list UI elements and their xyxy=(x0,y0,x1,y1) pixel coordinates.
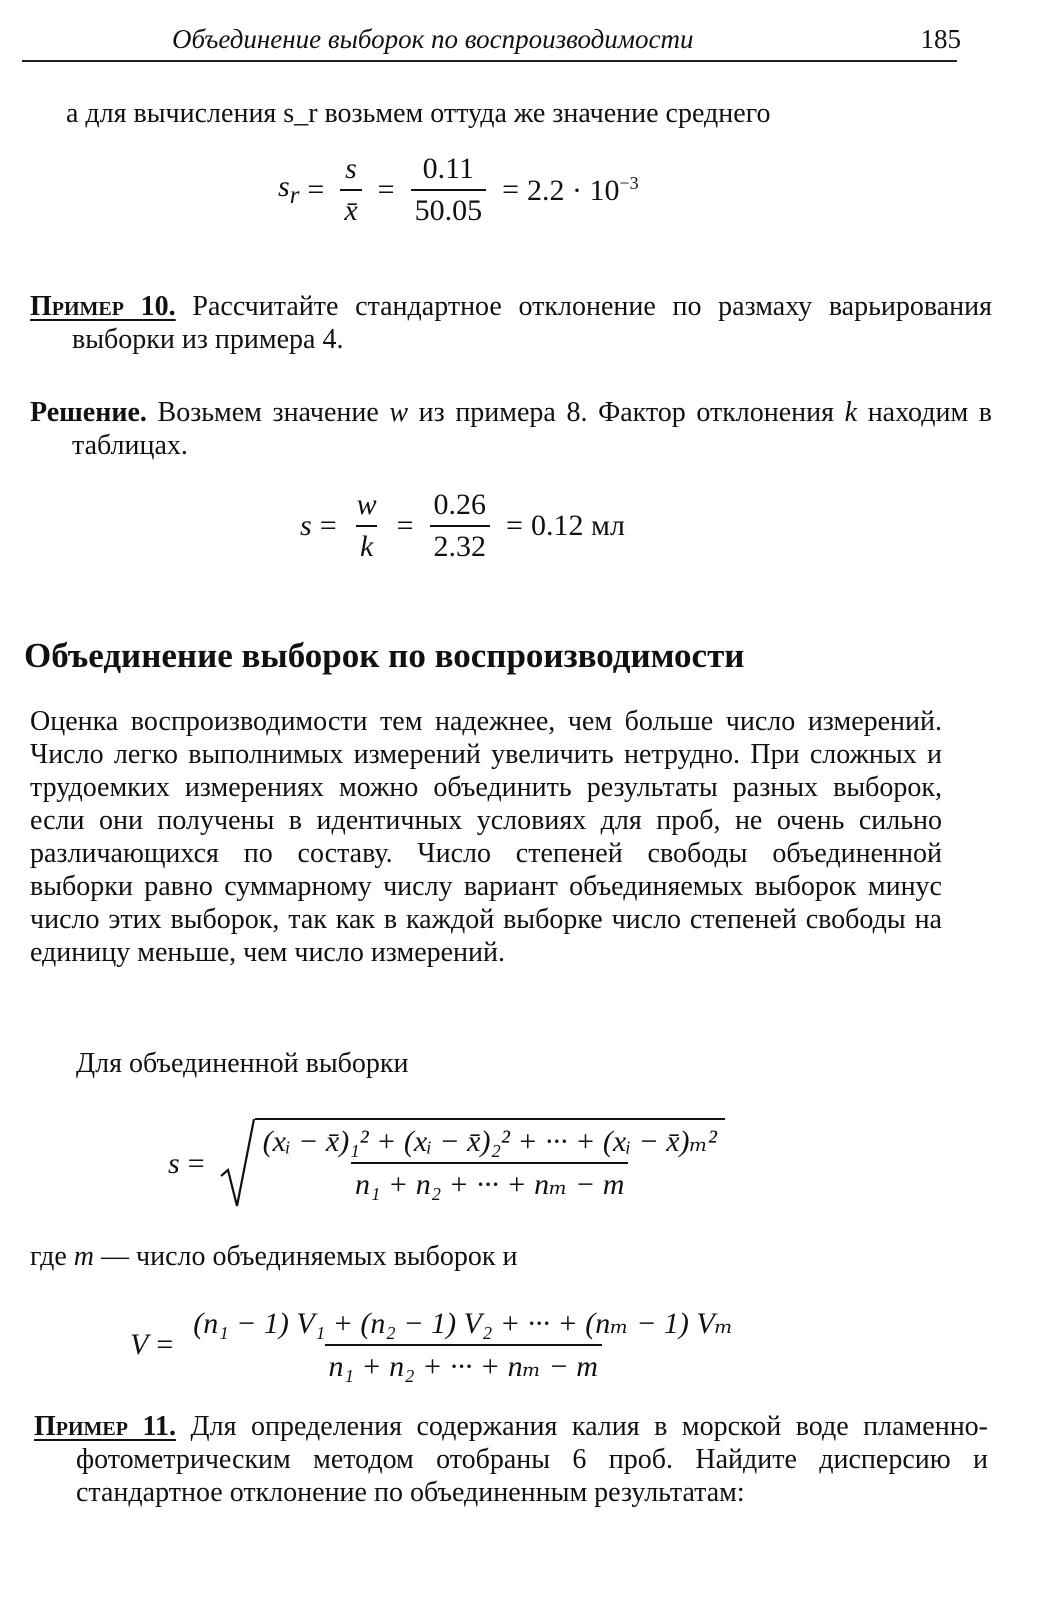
eq-pooled-lhs: s xyxy=(168,1147,180,1180)
fraction-numerator: s xyxy=(345,152,357,185)
intro-line xyxy=(66,97,986,130)
equals-sign: = xyxy=(377,173,395,206)
fraction-numerator: 0.11 xyxy=(422,152,475,185)
example-10 xyxy=(30,290,992,356)
fraction-values xyxy=(411,152,487,228)
pooled-denominator: n₁ + n₂ + ··· + nₘ − m xyxy=(351,1162,628,1202)
fraction-denominator: x̄ xyxy=(340,189,361,228)
fraction-denominator: 2.32 xyxy=(430,525,491,564)
intro-text: а для вычисления s_r возьмем оттуда же значение среднего xyxy=(66,98,771,129)
equals-sign: = xyxy=(506,509,523,542)
solution-text-middle: из примера 8. Фактор отклонения xyxy=(418,397,835,428)
equals-sign: = xyxy=(396,509,414,542)
section-heading: Объединение выборок по воспроизводимости xyxy=(24,636,745,675)
example-10-text: Рассчитайте стандартное отклонение по размаху варьирования выборки из примера 4. xyxy=(72,291,992,355)
variance-denominator: n₁ + n₂ + ··· + nₘ − m xyxy=(325,1344,602,1384)
eq-sr-result: $2.2 \cdot 10^{-3}$ xyxy=(527,172,639,207)
running-title: Объединение выборок по воспроизводимости xyxy=(172,24,694,54)
example-11-text: Для определения содержания калия в морской воде пламенно-фотометрическим методом отобраны 6 проб. Найдите дисперсию и стандартное отклонение по объединенным результатам: xyxy=(76,1411,988,1508)
page-number: 185 xyxy=(920,24,961,54)
fraction-denominator: k xyxy=(356,525,377,564)
variance-fraction xyxy=(189,1306,737,1384)
solution-label: Решение. xyxy=(30,397,147,428)
fraction-numerator: 0.26 xyxy=(433,488,487,521)
fraction-denominator: 50.05 xyxy=(411,189,487,228)
eq-sr-lhs: $s_r$ xyxy=(278,170,300,209)
where-line xyxy=(30,1240,950,1273)
equals-sign: = xyxy=(187,1147,205,1180)
example-11 xyxy=(34,1410,988,1509)
solution xyxy=(30,396,992,462)
equals-sign: = xyxy=(502,173,520,206)
pooled-intro: Для объединенной выборки xyxy=(76,1048,409,1079)
variable-m: m xyxy=(73,1241,94,1272)
square-root xyxy=(219,1118,725,1210)
fraction-s-over-xbar xyxy=(340,152,361,228)
equation-pooled-deviation xyxy=(168,1118,725,1210)
section-paragraph: Оценка воспроизводимости тем надежнее, чем больше число измерений. Число легко выполнимых измерений увеличить нетрудно. При сложных и трудоемких измерениях можно объединить результаты разных выборок, если они получены в идентичных условиях для проб, не очень сильно различающихся по составу. Число степеней свободы объединенной выборки равно суммарному числу вариант объединяемых выборок минус число этих выборок, так как в каждой выборке число степеней свободы на единицу меньше, чем число измерений. xyxy=(30,706,942,968)
equals-sign: = xyxy=(156,1328,174,1361)
equation-deviation-by-range xyxy=(300,488,625,564)
pooled-numerator: (xᵢ − x̄)₁² + (xᵢ − x̄)₂² + ··· + (xᵢ − x̄)ₘ² xyxy=(262,1125,717,1158)
variable-k: k xyxy=(844,397,858,428)
variable-w: w xyxy=(389,397,409,428)
solution-text-after: находим в таблицах. xyxy=(72,397,993,461)
solution-text-before: Возьмем значение xyxy=(157,397,379,428)
radicand xyxy=(255,1118,725,1210)
equals-sign: = xyxy=(307,173,325,206)
where-text-after: — число объединяемых выборок и xyxy=(101,1241,518,1272)
equation-relative-deviation xyxy=(278,152,639,228)
fraction-w-over-k xyxy=(353,488,381,564)
equals-sign: = xyxy=(319,509,337,542)
running-head xyxy=(22,20,961,62)
eq-v-lhs: V xyxy=(130,1328,149,1361)
eq-s-lhs: s xyxy=(300,509,312,542)
fraction-values xyxy=(430,488,491,564)
fraction-numerator: w xyxy=(356,488,377,521)
equation-pooled-variance xyxy=(130,1306,745,1384)
variance-numerator: (n₁ − 1) V₁ + (n₂ − 1) V₂ + ··· + (nₘ − 1) Vₘ xyxy=(193,1307,734,1340)
eq-s-result: 0.12 мл xyxy=(530,509,625,542)
example-11-label: Пример 11. xyxy=(34,1411,176,1442)
example-10-label: Пример 10. xyxy=(30,291,176,322)
where-text-before: где xyxy=(30,1241,67,1272)
pooled-fraction xyxy=(259,1124,721,1202)
radical-sign-icon xyxy=(219,1118,255,1210)
